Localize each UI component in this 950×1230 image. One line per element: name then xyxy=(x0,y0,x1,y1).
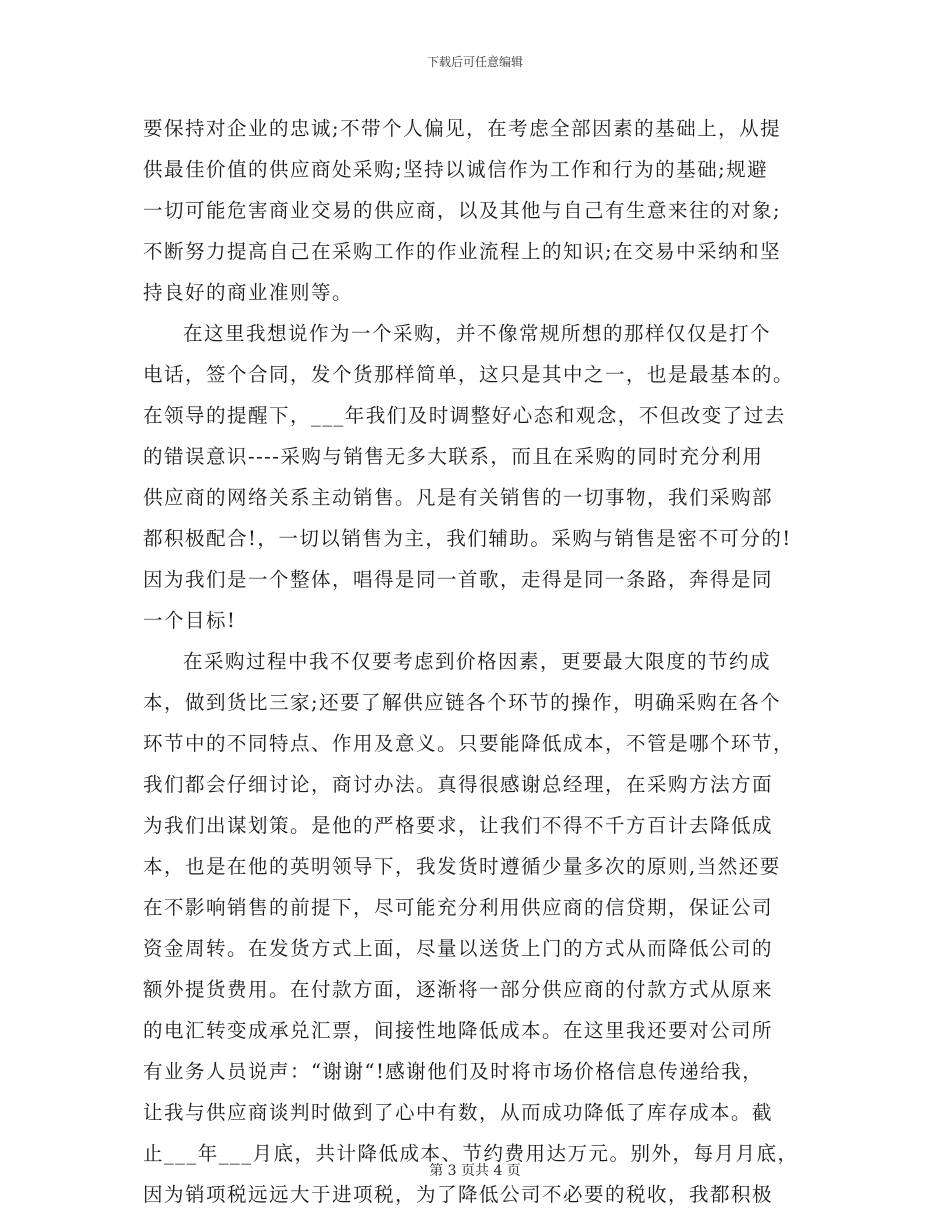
text-line: 我们都会仔细讨论，商讨办法。真得很感谢总经理，在采购方法方面 xyxy=(143,773,774,796)
text-line: 的电汇转变成承兑汇票，间接性地降低成本。在这里我还要对公司所 xyxy=(143,1019,774,1042)
document-body xyxy=(143,108,807,1215)
text-line: 要保持对企业的忠诚;不带个人偏见，在考虑全部因素的基础上，从提 xyxy=(143,117,782,140)
text-line: 因为我们是一个整体，唱得是同一首歌，走得是同一条路，奔得是同 xyxy=(143,568,774,591)
text-line: 额外提货费用。在付款方面，逐渐将一部分供应商的付款方式从原来 xyxy=(143,978,774,1001)
text-line: 本，也是在他的英明领导下，我发货时遵循少量多次的原则,当然还要 xyxy=(143,855,781,878)
page-header: 下载后可任意编辑 xyxy=(426,55,523,69)
text-line: 持良好的商业准则等。 xyxy=(143,281,354,304)
text-line: 止___年___月底，共计降低成本、节约费用达万元。别外，每月月底， xyxy=(143,1142,799,1165)
paragraph xyxy=(143,108,807,313)
text-line: 电话，签个合同，发个货那样简单，这只是其中之一，也是最基本的。 xyxy=(143,363,795,386)
text-line: 都积极配合!，一切以销售为主，我们辅助。采购与销售是密不可分的! xyxy=(143,527,792,550)
text-line: 因为销项税远远大于进项税，为了降低公司不必要的税收，我都积极 xyxy=(143,1183,774,1206)
paragraph xyxy=(143,313,807,641)
text-line: 在不影响销售的前提下，尽可能充分利用供应商的信贷期，保证公司 xyxy=(143,896,774,919)
text-line: 有业务人员说声：“谢谢“!感谢他们及时将市场价格信息传递给我， xyxy=(143,1060,764,1083)
text-line: 在采购过程中我不仅要考虑到价格因素，更要最大限度的节约成 xyxy=(183,650,772,673)
text-line: 为我们出谋划策。是他的严格要求，让我们不得不千方百计去降低成 xyxy=(143,814,774,837)
text-line: 在领导的提醒下，___年我们及时调整好心态和观念，不但改变了过去 xyxy=(143,404,786,427)
text-line: 环节中的不同特点、作用及意义。只要能降低成本，不管是哪个环节， xyxy=(143,732,795,755)
text-line: 供最佳价值的供应商处采购;坚持以诚信作为工作和行为的基础;规避 xyxy=(143,158,769,181)
text-line: 的错误意识----采购与销售无多大联系，而且在采购的同时充分利用 xyxy=(143,445,764,468)
text-line: 在这里我想说作为一个采购，并不像常规所想的那样仅仅是打个 xyxy=(183,322,772,345)
text-line: 资金周转。在发货方式上面，尽量以送货上门的方式从而降低公司的 xyxy=(143,937,774,960)
text-line: 供应商的网络关系主动销售。凡是有关销售的一切事物，我们采购部 xyxy=(143,486,774,509)
text-line: 不断努力提高自己在采购工作的作业流程上的知识;在交易中采纳和坚 xyxy=(143,240,782,263)
paragraph xyxy=(143,641,807,1215)
text-line: 让我与供应商谈判时做到了心中有数，从而成功降低了库存成本。截 xyxy=(143,1101,774,1124)
text-line: 本，做到货比三家;还要了解供应链各个环节的操作，明确采购在各个 xyxy=(143,691,782,714)
page-footer: 第 3 页共 4 页 xyxy=(429,1163,521,1179)
text-line: 一个目标! xyxy=(143,609,237,632)
text-line: 一切可能危害商业交易的供应商，以及其他与自己有生意来往的对象; xyxy=(143,199,782,222)
